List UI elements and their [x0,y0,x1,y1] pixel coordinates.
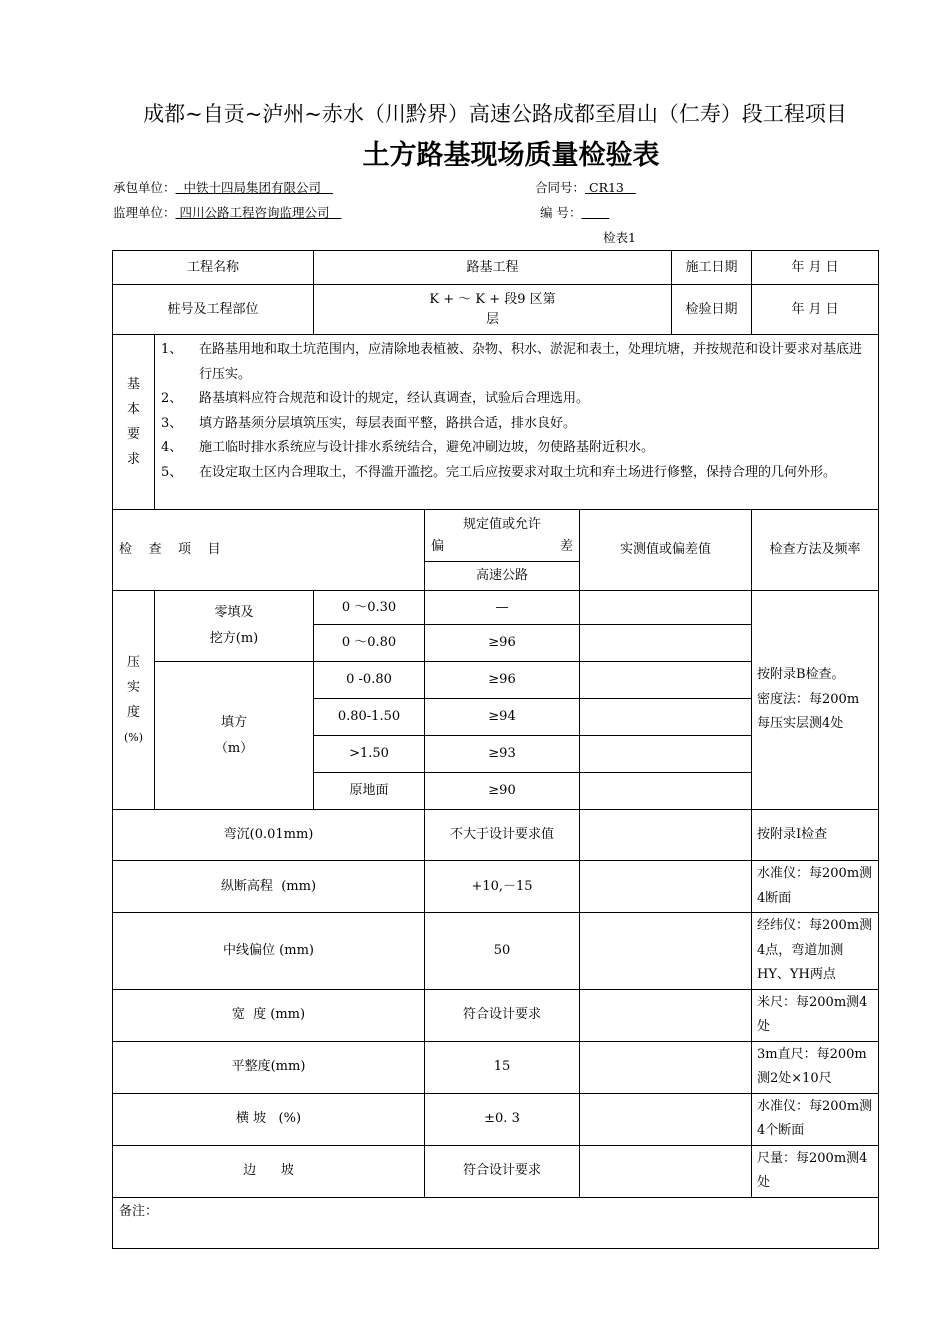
measured-value-cell[interactable] [580,1093,752,1145]
item-name: 边 坡 [113,1145,425,1197]
spec-value: ≥93 [425,736,580,773]
spec-header-char: 偏 [431,538,445,554]
remarks-row [113,1197,879,1248]
basic-req-char: 基 [126,377,140,392]
serial-label: 编 号： [540,205,582,220]
item-method: 按附录I检查 [752,810,879,861]
spec-value: ≥96 [425,625,580,662]
item-name: 横 坡 (%) [113,1093,425,1145]
construction-date-value: 年 月 日 [752,251,879,285]
form-code: 检表1 [603,230,636,245]
project-name-row [113,251,879,285]
zero-fill-label: 零填及 挖方(m) [155,591,314,662]
project-name-label: 工程名称 [113,251,314,285]
station-value-line1: K + ～ K + 段9 区第 [429,291,556,307]
depth-range: 0.80-1.50 [314,699,425,736]
table-row [113,591,879,625]
remarks-label: 备注： [119,1203,159,1219]
form-title: 土方路基现场质量检验表 [362,140,660,171]
serial-line [540,203,609,221]
spec-value: ±0. 3 [425,1093,580,1145]
requirement-item: 4、 施工临时排水系统应与设计排水系统结合，避免冲刷边坡，勿使路基附近积水。 [161,440,655,455]
supervisor-line [113,203,341,221]
table-row [113,989,879,1041]
basic-req-char: 要 [126,427,140,442]
table-row [113,1041,879,1093]
measured-value-cell[interactable] [580,1041,752,1093]
measured-value-cell[interactable] [580,810,752,861]
contractor-value: 中铁十四局集团有限公司 [183,180,321,195]
item-name: 弯沉(0.01mm) [113,810,425,861]
fill-label: 填方 （m） [155,662,314,810]
station-label: 桩号及工程部位 [113,285,314,335]
table-row [113,1145,879,1197]
measured-value-cell[interactable] [580,625,752,662]
contractor-line [113,178,333,196]
spec-value: ≥96 [425,662,580,699]
inspection-item-header: 检 查 项 目 [113,510,425,591]
item-name: 宽 度 (mm) [113,989,425,1041]
requirement-item: 3、 填方路基须分层填筑压实，每层表面平整，路拱合适，排水良好。 [161,415,577,431]
item-name: 平整度(mm) [113,1041,425,1093]
basic-requirements-list [155,335,879,510]
depth-range: >1.50 [314,736,425,773]
depth-range: 0 -0.80 [314,662,425,699]
measured-value-cell[interactable] [580,861,752,913]
measured-value-cell[interactable] [580,699,752,736]
serial-value [581,205,609,220]
highway-label: 高速公路 [425,562,580,591]
station-value-line2: 层 [485,311,499,327]
table-row [113,810,879,861]
spec-header-line1: 规定值或允许 [462,516,541,532]
measured-value-cell[interactable] [580,662,752,699]
construction-date-label: 施工日期 [672,251,752,285]
measured-value-cell[interactable] [580,1145,752,1197]
item-method: 米尺：每200m测4处 [752,989,879,1041]
depth-range: 0 ～0.30 [314,591,425,625]
spec-value: ≥90 [425,773,580,810]
project-name-value: 路基工程 [314,251,672,285]
station-value [314,285,672,335]
spec-header-char: 差 [559,538,573,554]
depth-range: 原地面 [314,773,425,810]
measured-value-cell[interactable] [580,989,752,1041]
spec-header [425,510,580,562]
contract-no-label: 合同号： [535,180,586,195]
item-name: 中线偏位 (mm) [113,913,425,990]
supervisor-label: 监理单位： [113,205,176,220]
spec-value: 符合设计要求 [425,989,580,1041]
inspection-date-label: 检验日期 [672,285,752,335]
compaction-label: 压 实 度 (%) [113,591,155,810]
item-method: 3m直尺：每200m测2处×10尺 [752,1041,879,1093]
table-row [113,1093,879,1145]
basic-req-char: 本 [126,402,140,417]
inspection-table [112,250,879,1249]
depth-range: 0 ～0.80 [314,625,425,662]
inspection-date-value: 年 月 日 [752,285,879,335]
requirement-item: 5、 在设定取土区内合理取土，不得滥开滥挖。完工后应按要求对取土坑和弃土场进行修整，保持合理的几何外形。 [161,464,837,480]
remarks-field[interactable] [113,1197,879,1248]
basic-requirements-row [113,335,879,510]
requirement-item: 2、 路基填料应符合规范和设计的规定，经认真调查，试验后合理选用。 [161,391,590,406]
item-method: 水准仪：每200m测4断面 [752,861,879,913]
basic-requirements-label [113,335,155,510]
requirement-item: 1、 在路基用地和取土坑范围内，应清除地表植被、杂物、积水、淤泥和表土，处理坑塘，并按规范和设计要求对基底进行压实。 [161,342,863,382]
spec-value: 50 [425,913,580,990]
item-method: 尺量：每200m测4处 [752,1145,879,1197]
spec-value: 符合设计要求 [425,1145,580,1197]
spec-value: — [425,591,580,625]
measured-value-cell[interactable] [580,591,752,625]
inspection-header-row [113,510,879,562]
contractor-label: 承包单位： [113,180,176,195]
table-row [113,861,879,913]
item-method: 经纬仪：每200m测4点，弯道加测HY、YH两点 [752,913,879,990]
method-header: 检查方法及频率 [752,510,879,591]
station-row [113,285,879,335]
table-row [113,913,879,990]
spec-value: 15 [425,1041,580,1093]
measured-value-cell[interactable] [580,913,752,990]
contract-no-value: CR13 [589,180,624,195]
spec-value: 不大于设计要求值 [425,810,580,861]
item-method: 水准仪：每200m测4个断面 [752,1093,879,1145]
measured-value-cell[interactable] [580,773,752,810]
spec-value: +10,－15 [425,861,580,913]
item-name: 纵断高程 (mm) [113,861,425,913]
contract-no-line [535,178,636,196]
supervisor-value: 四川公路工程咨询监理公司 [179,205,330,220]
measured-value-cell[interactable] [580,736,752,773]
spec-value: ≥94 [425,699,580,736]
measured-header: 实测值或偏差值 [580,510,752,591]
compaction-method: 按附录B检查。 密度法：每200m 每压实层测4处 [752,591,879,810]
basic-req-char: 求 [126,452,140,467]
project-name: 成都~自贡~泸州~赤水（川黔界）高速公路成都至眉山（仁寿）段工程项目 [143,102,847,126]
